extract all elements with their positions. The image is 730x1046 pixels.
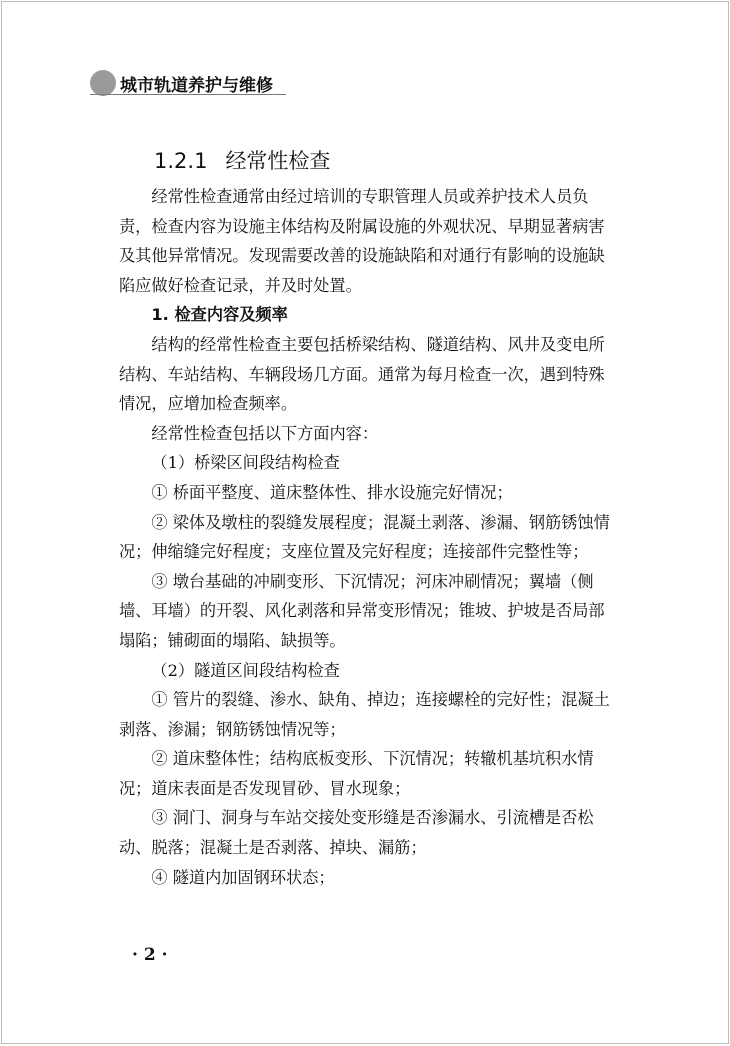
paragraph: 经常性检查包括以下方面内容： xyxy=(151,423,379,443)
paragraph: 经常性检查通常由经过培训的专职管理人员或养护技术人员负责，检查内容为设施主体结构及附属设施的外观状况、早期显著病害及其他异常情况。发现需要改善的设施缺陷和对通行有影响的设施缺陷应做好检查记录，并及时处置。 xyxy=(119,187,605,295)
list-heading: （1）桥梁区间段结构检查 xyxy=(151,453,340,473)
list-item: ① 桥面平整度、道床整体性、排水设施完好情况； xyxy=(151,482,513,502)
list-item: ② 梁体及墩柱的裂缝发展程度；混凝土剥落、渗漏、钢筋锈蚀情况；伸缩缝完好程度；支座位置及完好程度；连接部件完整性等； xyxy=(119,512,610,562)
list-item: ② 道床整体性；结构底板变形、下沉情况；转辙机基坑积水情况；道床表面是否发现冒砂、冒水现象； xyxy=(119,749,594,798)
list-item: ① 管片的裂缝、渗水、缺角、掉边；连接螺栓的完好性；混凝土剥落、渗漏；钢筋锈蚀情况等； xyxy=(119,690,610,739)
header-circle-icon xyxy=(90,70,116,96)
page-number: · 2 · xyxy=(132,945,168,965)
list-item: ④ 隧道内加固钢环状态； xyxy=(151,867,335,887)
header-title: 城市轨道养护与维修 xyxy=(120,76,273,96)
section-number: 1.2.1 xyxy=(154,149,208,173)
subheading: 1. 检查内容及频率 xyxy=(151,305,288,325)
running-header xyxy=(90,68,286,96)
paragraph: 结构的经常性检查主要包括桥梁结构、隧道结构、风井及变电所结构、车站结构、车辆段场几方面。通常为每月检查一次，遇到特殊情况，应增加检查频率。 xyxy=(119,334,605,414)
book-page xyxy=(1,1,729,1044)
header-rule xyxy=(90,94,286,95)
list-item: ③ 墩台基础的冲刷变形、下沉情况；河床冲刷情况；翼墙（侧墙、耳墙）的开裂、风化剥落和异常变形情况；锥坡、护坡是否局部塌陷；铺砌面的塌陷、缺损等。 xyxy=(119,571,605,650)
list-item: ③ 洞门、洞身与车站交接处变形缝是否渗漏水、引流槽是否松动、脱落；混凝土是否剥落、掉块、漏筋； xyxy=(119,808,594,858)
list-heading: （2）隧道区间段结构检查 xyxy=(151,660,340,680)
section-title: 经常性检查 xyxy=(225,149,331,173)
body-text xyxy=(119,182,619,892)
section-heading xyxy=(154,145,330,175)
